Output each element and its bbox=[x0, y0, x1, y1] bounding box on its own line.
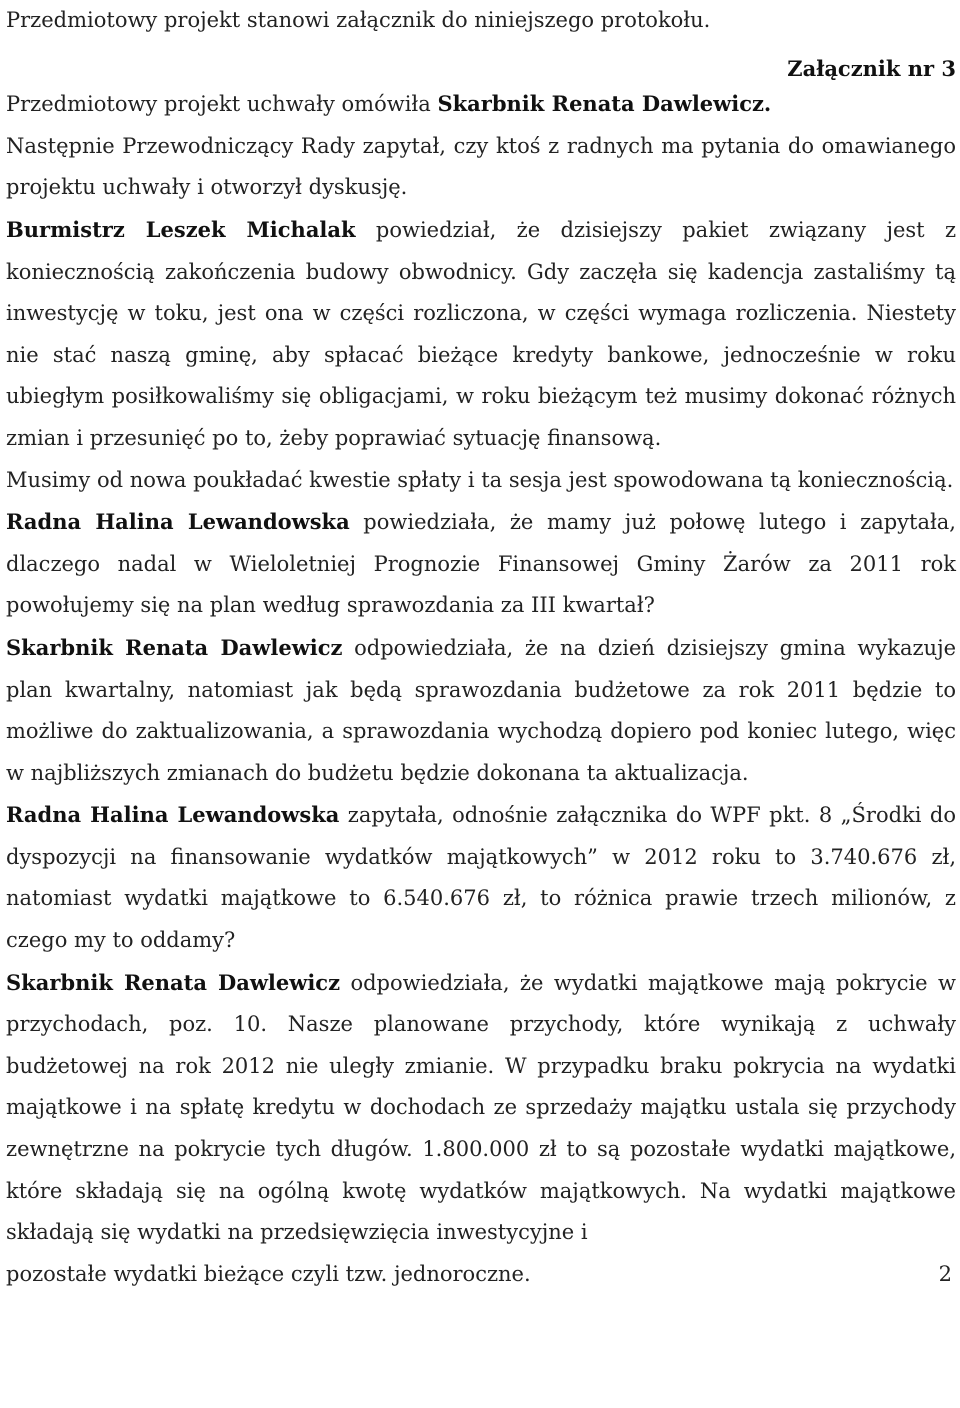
page-number: 2 bbox=[938, 1261, 952, 1286]
paragraph-text: powiedziała, że mamy już połowę lutego i zapytała, dlaczego nadal w Wieloletniej Prognozie Finansowej Gminy Żarów za 2011 rok powołujemy się na plan według sprawozdania za III kwartał? bbox=[6, 510, 956, 618]
paragraph-discussion-open: Następnie Przewodniczący Rady zapytał, czy ktoś z radnych ma pytania do omawianego projektu uchwały i otworzył dyskusję. bbox=[6, 133, 956, 200]
paragraph-presentation bbox=[6, 83, 956, 126]
paragraph-text: zapytała, odnośnie załącznika do WPF pkt. 8 „Środki do dyspozycji na finansowanie wydatków majątkowych” w 2012 roku to 3.740.676 zł, natomiast wydatki majątkowe to 6.540.676 zł, to różnica prawie trzech milionów, z czego my to oddamy? bbox=[6, 803, 956, 953]
paragraph-end: . bbox=[763, 91, 772, 117]
paragraph-text: pozostałe wydatki bieżące czyli tzw. jednoroczne. bbox=[6, 1261, 531, 1286]
paragraph-text: Przedmiotowy projekt uchwały omówiła bbox=[6, 92, 438, 117]
speaker-name: Radna Halina Lewandowska bbox=[6, 509, 350, 535]
speaker-name: Radna Halina Lewandowska bbox=[6, 802, 340, 828]
paragraph-text: odpowiedziała, że wydatki majątkowe mają pokrycie w przychodach, poz. 10. Nasze planowane przychody, które wynikają z uchwały budżetowej na rok 2012 nie uległy zmianie. W przypadku braku pokrycia na wydatki majątkowe i na spłatę kredytu w dochodach ze sprzedaży majątku ustala się przychody zewnętrzne na pokrycie tych długów. 1.800.000 zł to są pozostałe wydatki majątkowe, które składają się na ogólną kwotę wydatków majątkowych. Na wydatki majątkowe składają się wydatki na przedsięwzięcia inwestycyjne i bbox=[6, 970, 957, 1245]
speaker-name: Skarbnik Renata Dawlewicz bbox=[6, 634, 343, 660]
paragraph-text: odpowiedziała, że na dzień dzisiejszy gmina wykazuje plan kwartalny, natomiast jak będą sprawozdania budżetowe za rok 2011 będzie to możliwe do zaktualizowania, a sprawozdania wychodzą dopiero pod koniec lutego, więc w najbliższych zmianach do budżetu będzie dokonana ta aktualizacja. bbox=[6, 635, 957, 785]
paragraph-treasurer-answer-1 bbox=[6, 627, 956, 794]
paragraph-mayor-statement bbox=[6, 209, 956, 460]
paragraph-councillor-question-2 bbox=[6, 794, 956, 961]
document-page bbox=[6, 0, 956, 1295]
speaker-name: Skarbnik Renata Dawlewicz bbox=[6, 969, 341, 995]
intro-line: Przedmiotowy projekt stanowi załącznik do niniejszego protokołu. bbox=[6, 8, 711, 32]
speaker-name: Burmistrz Leszek Michalak bbox=[6, 216, 356, 242]
paragraph-treasurer-answer-2 bbox=[6, 962, 956, 1254]
paragraph-repayment-note: Musimy od nowa poukładać kwestie spłaty i ta sesja jest spowodowana tą koniecznością. bbox=[6, 467, 954, 492]
paragraph-text: powiedział, że dzisiejszy pakiet związany jest z koniecznością zakończenia budowy obwodnicy. Gdy zaczęła się kadencja zastaliśmy tą inwestycję w toku, jest ona w części rozliczona, w części wymaga rozliczenia. Niestety nie stać naszą gminę, aby spłacać bieżące kredyty bankowe, jednocześnie w roku ubiegłym posiłkowaliśmy się obligacjami, w roku bieżącym też musimy dokonać różnych zmian i przesunięć po to, żeby poprawiać sytuację finansową. bbox=[6, 217, 957, 450]
paragraph-last-line bbox=[6, 1254, 956, 1296]
paragraph-councillor-question-1 bbox=[6, 501, 956, 627]
speaker-name: Skarbnik Renata Dawlewicz bbox=[437, 91, 764, 117]
annex-label: Załącznik nr 3 bbox=[787, 55, 956, 81]
